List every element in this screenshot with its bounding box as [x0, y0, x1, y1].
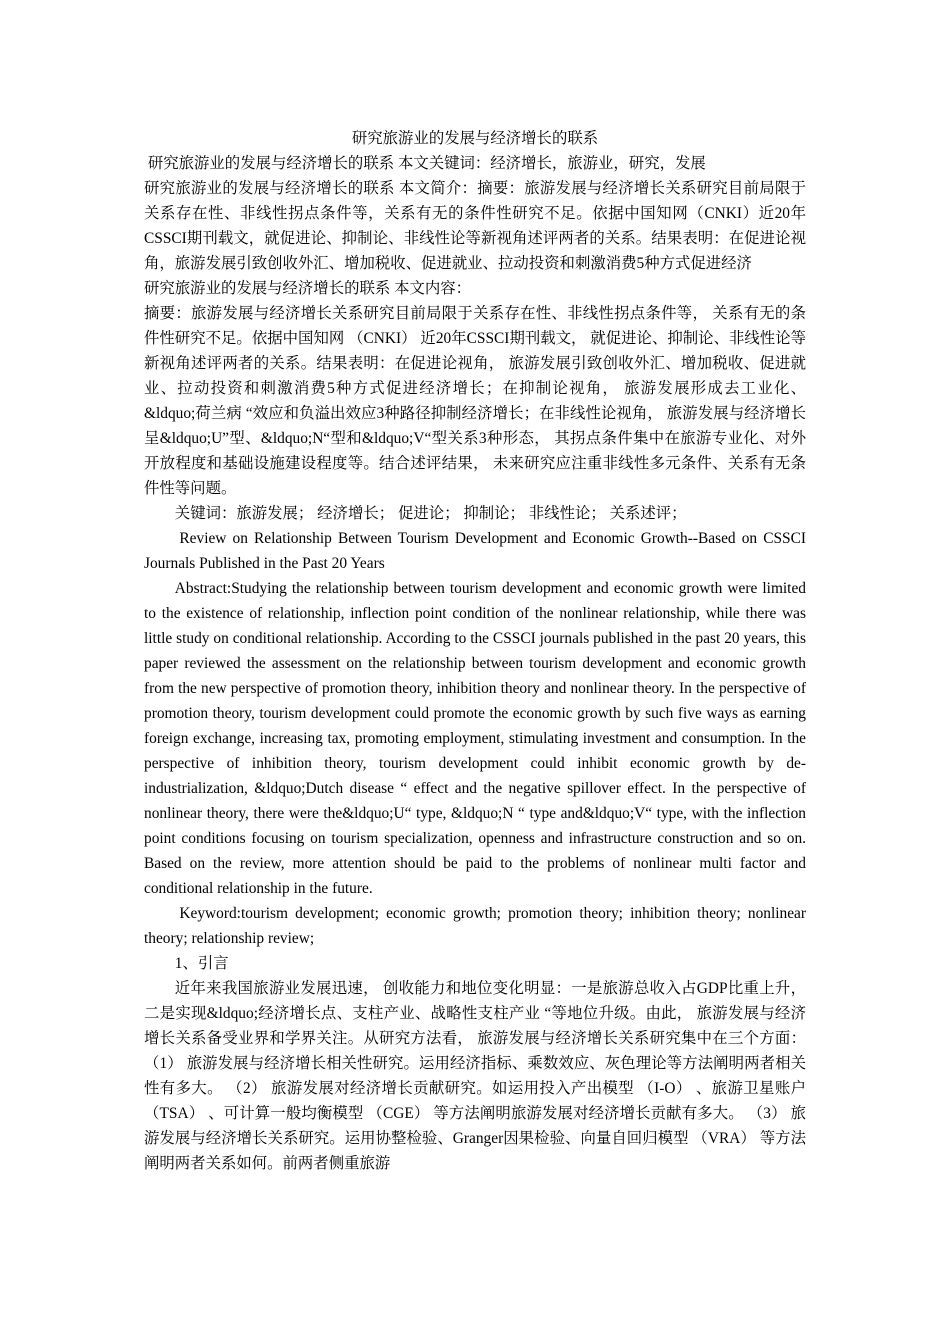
- keywords-cn: 关键词：旅游发展； 经济增长； 促进论； 抑制论； 非线性论； 关系述评；: [174, 505, 687, 522]
- content-heading: 研究旅游业的发展与经济增长的联系 本文内容：: [144, 280, 472, 297]
- document-page: [144, 126, 806, 1176]
- intro-block: 研究旅游业的发展与经济增长的联系 本文简介：摘要：旅游发展与经济增长关系研究目前局限于关系存在性、非线性拐点条件等，关系有无的条件性研究不足。依据中国知网（CNKI）近20年CSSCI期刊载文，就促进论、抑制论、非线性论等新视角述评两者的关系。结果表明：在促进论视角，旅游发展引致创收外汇、增加税收、促进就业、拉动投资和刺激消费5种方式促进经济: [144, 180, 806, 272]
- section-text: 近年来我国旅游业发展迅速， 创收能力和地位变化明显：一是旅游总收入占GDP比重上升， 二是实现&ldquo;经济增长点、支柱产业、战略性支柱产业 “等地位升级。由此， 旅游发展与经济增长关系备受业界和学界关注。从研究方法看， 旅游发展与经济增长关系研究集中在三个方面： （1） 旅游发展与经济增长相关性研究。运用经济指标、乘数效应、灰色理论等方法阐明两者相关性有多大。 （2） 旅游发展对经济增长贡献研究。如运用投入产出模型 （I-O） 、旅游卫星账户 （TSA） 、可计算一般均衡模型 （CGE） 等方法阐明旅游发展对经济增长贡献有多大。 （3） 旅游发展与经济增长关系研究。运用协整检验、Granger因果检验、向量自回归模型 （VRA） 等方法阐明两者关系如何。前两者侧重旅游: [144, 980, 806, 1172]
- title-en: Review on Relationship Between Tourism Development and Economic Growth--Based on CSSCI Journals Published in the Past 20 Years: [144, 530, 806, 572]
- keywords-line: 研究旅游业的发展与经济增长的联系 本文关键词：经济增长，旅游业，研究，发展: [144, 155, 706, 172]
- section-heading: 1、引言: [174, 955, 229, 972]
- document-title: 研究旅游业的发展与经济增长的联系: [351, 130, 599, 147]
- keywords-en: Keyword:tourism development; economic growth; promotion theory; inhibition theory; nonlinear theory; relationship review;: [144, 905, 806, 947]
- abstract-en: Abstract:Studying the relationship between tourism development and economic growth were limited to the existence of relationship, inflection point condition of the nonlinear relationship, while there was little study on conditional relationship. According to the CSSCI journals published in the past 20 years, this paper reviewed the assessment on the relationship between tourism development and economic growth from the new perspective of promotion theory, inhibition theory and nonlinear theory. In the perspective of promotion theory, tourism development could promote the economic growth by such five ways as earning foreign exchange, increasing tax, promoting employment, stimulating investment and consumption. In the perspective of inhibition theory, tourism development could inhibit economic growth by de-industrialization, &ldquo;Dutch disease “ effect and the negative spillover effect. In the perspective of nonlinear theory, there were the&ldquo;U“ type, &ldquo;N “ type and&ldquo;V“ type, with the inflection point conditions focusing on tourism specialization, openness and infrastructure construction and so on. Based on the review, more attention should be paid to the problems of nonlinear multi factor and conditional relationship in the future.: [144, 580, 806, 897]
- abstract-cn: 摘要：旅游发展与经济增长关系研究目前局限于关系存在性、非线性拐点条件等， 关系有无的条件性研究不足。依据中国知网 （CNKI） 近20年CSSCI期刊载文， 就促进论、抑制论、非线性论等新视角述评两者的关系。结果表明：在促进论视角， 旅游发展引致创收外汇、增加税收、促进就业、拉动投资和刺激消费5种方式促进经济增长；在抑制论视角， 旅游发展形成去工业化、&ldquo;荷兰病 “效应和负溢出效应3种路径抑制经济增长；在非线性论视角， 旅游发展与经济增长呈&ldquo;U”型、&ldquo;N“型和&ldquo;V“型关系3种形态， 其拐点条件集中在旅游专业化、对外开放程度和基础设施建设程度等。结合述评结果， 未来研究应注重非线性多元条件、关系有无条件性等问题。: [144, 305, 806, 497]
